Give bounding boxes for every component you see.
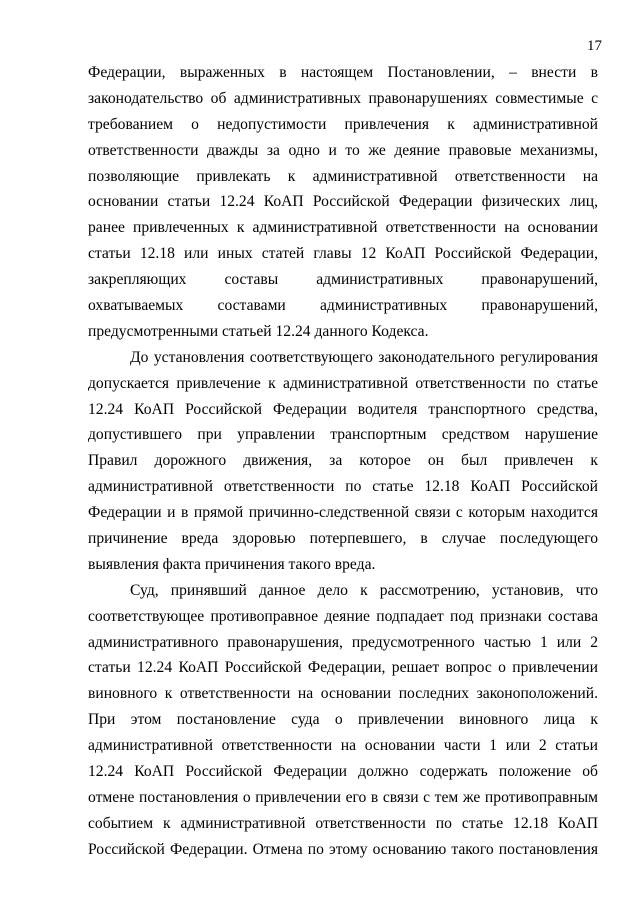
text-line: Российской Федерации. Отмена по этому основанию такого постановления	[88, 840, 598, 858]
text-line: ответственности дважды за одно и то же деяние правовые механизмы,	[88, 141, 598, 159]
text-line: позволяющие привлекать к административной ответственности на	[88, 167, 598, 185]
text-line: административной ответственности на основании части 1 или 2 статьи	[88, 737, 598, 755]
text-line: требованием о недопустимости привлечения к административной	[88, 115, 598, 133]
text-line: событием к административной ответственности по статье 12.18 КоАП	[88, 814, 598, 832]
text-line: 12.24 КоАП Российской Федерации должно содержать положение об	[88, 763, 598, 781]
text-line: законодательство об административных правонарушениях совместимые с	[88, 89, 598, 107]
text-line: допускается привлечение к административной ответственности по статье	[88, 374, 598, 392]
paragraph-1	[88, 60, 598, 345]
paragraph-3	[88, 578, 598, 863]
text-line: охватываемых составами административных правонарушений,	[88, 297, 598, 315]
document-body	[88, 60, 598, 863]
text-line: предусмотренными статьей 12.24 данного Кодекса.	[88, 322, 429, 340]
page-number: 17	[587, 38, 602, 54]
text-line: основании статьи 12.24 КоАП Российской Федерации физических лиц,	[88, 193, 598, 211]
text-line: административной ответственности по статье 12.18 КоАП Российской	[88, 478, 598, 496]
text-line: Суд, принявший данное дело к рассмотрению, установив, что	[130, 581, 598, 599]
text-line: 12.24 КоАП Российской Федерации водителя транспортного средства,	[88, 400, 598, 418]
text-line: выявления факта причинения такого вреда.	[88, 555, 376, 573]
text-line: ранее привлеченных к административной ответственности на основании	[88, 219, 598, 237]
text-line: виновного к ответственности на основании последних законоположений.	[88, 685, 598, 703]
text-line: Федерации, выраженных в настоящем Постановлении, – внести в	[88, 64, 598, 81]
text-line: отмене постановления о привлечении его в связи с тем же противоправным	[88, 788, 598, 806]
text-line: До установления соответствующего законодательного регулирования	[130, 348, 598, 366]
text-line: Федерации и в прямой причинно-следственной связи с которым находится	[88, 504, 598, 522]
paragraph-2	[88, 345, 598, 578]
text-line: закрепляющих составы административных правонарушений,	[88, 271, 598, 289]
text-line: причинение вреда здоровью потерпевшего, в случае последующего	[88, 530, 598, 548]
text-line: Правил дорожного движения, за которое он был привлечен к	[88, 452, 598, 470]
text-line: допустившего при управлении транспортным средством нарушение	[88, 426, 598, 444]
text-line: При этом постановление суда о привлечении виновного лица к	[88, 711, 598, 729]
text-line: статьи 12.18 или иных статей главы 12 КоАП Российской Федерации,	[88, 245, 598, 263]
text-line: соответствующее противоправное деяние подпадает под признаки состава	[88, 607, 598, 625]
text-line: статьи 12.24 КоАП Российской Федерации, решает вопрос о привлечении	[88, 659, 598, 677]
text-line: административного правонарушения, предусмотренного частью 1 или 2	[88, 633, 598, 651]
